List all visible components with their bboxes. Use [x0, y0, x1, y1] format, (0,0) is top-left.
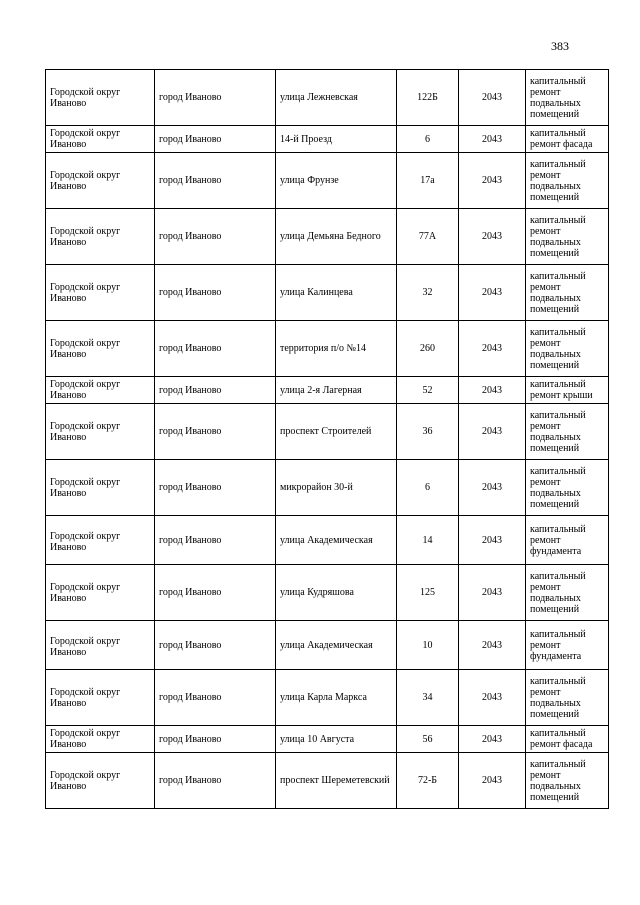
city-cell: город Иваново — [155, 726, 276, 753]
street-cell: улица Калинцева — [276, 265, 397, 321]
district-cell: Городской округ Иваново — [46, 321, 155, 377]
work-type-cell: капитальный ремонт подвальных помещений — [526, 209, 609, 265]
table-row — [46, 153, 609, 209]
table-row — [46, 377, 609, 404]
table-row — [46, 753, 609, 809]
year-cell: 2043 — [459, 153, 526, 209]
city-cell: город Иваново — [155, 153, 276, 209]
city-cell: город Иваново — [155, 70, 276, 126]
year-cell: 2043 — [459, 460, 526, 516]
house-number-cell: 125 — [397, 565, 459, 621]
year-cell: 2043 — [459, 565, 526, 621]
district-cell: Городской округ Иваново — [46, 565, 155, 621]
repair-schedule-table — [45, 69, 609, 809]
house-number-cell: 14 — [397, 516, 459, 565]
work-type-cell: капитальный ремонт подвальных помещений — [526, 460, 609, 516]
year-cell: 2043 — [459, 404, 526, 460]
city-cell: город Иваново — [155, 404, 276, 460]
district-cell: Городской округ Иваново — [46, 404, 155, 460]
district-cell: Городской округ Иваново — [46, 460, 155, 516]
city-cell: город Иваново — [155, 621, 276, 670]
year-cell: 2043 — [459, 726, 526, 753]
city-cell: город Иваново — [155, 670, 276, 726]
table-row — [46, 516, 609, 565]
district-cell: Городской округ Иваново — [46, 516, 155, 565]
year-cell: 2043 — [459, 377, 526, 404]
district-cell: Городской округ Иваново — [46, 265, 155, 321]
house-number-cell: 10 — [397, 621, 459, 670]
work-type-cell: капитальный ремонт подвальных помещений — [526, 404, 609, 460]
house-number-cell: 260 — [397, 321, 459, 377]
house-number-cell: 17а — [397, 153, 459, 209]
house-number-cell: 34 — [397, 670, 459, 726]
district-cell: Городской округ Иваново — [46, 670, 155, 726]
table-row — [46, 70, 609, 126]
city-cell: город Иваново — [155, 516, 276, 565]
district-cell: Городской округ Иваново — [46, 621, 155, 670]
table-row — [46, 321, 609, 377]
city-cell: город Иваново — [155, 209, 276, 265]
work-type-cell: капитальный ремонт подвальных помещений — [526, 565, 609, 621]
district-cell: Городской округ Иваново — [46, 726, 155, 753]
work-type-cell: капитальный ремонт фундамента — [526, 621, 609, 670]
year-cell: 2043 — [459, 126, 526, 153]
city-cell: город Иваново — [155, 753, 276, 809]
street-cell: проспект Строителей — [276, 404, 397, 460]
table-row — [46, 670, 609, 726]
work-type-cell: капитальный ремонт фундамента — [526, 516, 609, 565]
table-row — [46, 726, 609, 753]
city-cell: город Иваново — [155, 321, 276, 377]
year-cell: 2043 — [459, 70, 526, 126]
year-cell: 2043 — [459, 670, 526, 726]
table-row — [46, 126, 609, 153]
street-cell: улица Академическая — [276, 621, 397, 670]
district-cell: Городской округ Иваново — [46, 377, 155, 404]
district-cell: Городской округ Иваново — [46, 70, 155, 126]
year-cell: 2043 — [459, 516, 526, 565]
street-cell: улица Академическая — [276, 516, 397, 565]
page-number: 383 — [551, 39, 569, 53]
street-cell: территория п/о №14 — [276, 321, 397, 377]
work-type-cell: капитальный ремонт подвальных помещений — [526, 265, 609, 321]
table-row — [46, 404, 609, 460]
house-number-cell: 36 — [397, 404, 459, 460]
table-row — [46, 265, 609, 321]
city-cell: город Иваново — [155, 565, 276, 621]
year-cell: 2043 — [459, 265, 526, 321]
street-cell: 14-й Проезд — [276, 126, 397, 153]
house-number-cell: 122Б — [397, 70, 459, 126]
district-cell: Городской округ Иваново — [46, 126, 155, 153]
work-type-cell: капитальный ремонт крыши — [526, 377, 609, 404]
year-cell: 2043 — [459, 209, 526, 265]
house-number-cell: 72-Б — [397, 753, 459, 809]
house-number-cell: 56 — [397, 726, 459, 753]
street-cell: улица Лежневская — [276, 70, 397, 126]
year-cell: 2043 — [459, 753, 526, 809]
house-number-cell: 6 — [397, 460, 459, 516]
street-cell: улица Кудряшова — [276, 565, 397, 621]
district-cell: Городской округ Иваново — [46, 209, 155, 265]
street-cell: улица 10 Августа — [276, 726, 397, 753]
table-row — [46, 209, 609, 265]
work-type-cell: капитальный ремонт фасада — [526, 126, 609, 153]
house-number-cell: 52 — [397, 377, 459, 404]
work-type-cell: капитальный ремонт подвальных помещений — [526, 670, 609, 726]
table-row — [46, 565, 609, 621]
street-cell: улица Демьяна Бедного — [276, 209, 397, 265]
year-cell: 2043 — [459, 621, 526, 670]
work-type-cell: капитальный ремонт фасада — [526, 726, 609, 753]
work-type-cell: капитальный ремонт подвальных помещений — [526, 321, 609, 377]
city-cell: город Иваново — [155, 126, 276, 153]
city-cell: город Иваново — [155, 377, 276, 404]
year-cell: 2043 — [459, 321, 526, 377]
table-row — [46, 460, 609, 516]
city-cell: город Иваново — [155, 265, 276, 321]
street-cell: улица 2-я Лагерная — [276, 377, 397, 404]
district-cell: Городской округ Иваново — [46, 753, 155, 809]
table-row — [46, 621, 609, 670]
street-cell: микрорайон 30-й — [276, 460, 397, 516]
street-cell: проспект Шереметевский — [276, 753, 397, 809]
street-cell: улица Фрунзе — [276, 153, 397, 209]
work-type-cell: капитальный ремонт подвальных помещений — [526, 753, 609, 809]
house-number-cell: 77А — [397, 209, 459, 265]
street-cell: улица Карла Маркса — [276, 670, 397, 726]
house-number-cell: 32 — [397, 265, 459, 321]
work-type-cell: капитальный ремонт подвальных помещений — [526, 153, 609, 209]
district-cell: Городской округ Иваново — [46, 153, 155, 209]
city-cell: город Иваново — [155, 460, 276, 516]
work-type-cell: капитальный ремонт подвальных помещений — [526, 70, 609, 126]
house-number-cell: 6 — [397, 126, 459, 153]
